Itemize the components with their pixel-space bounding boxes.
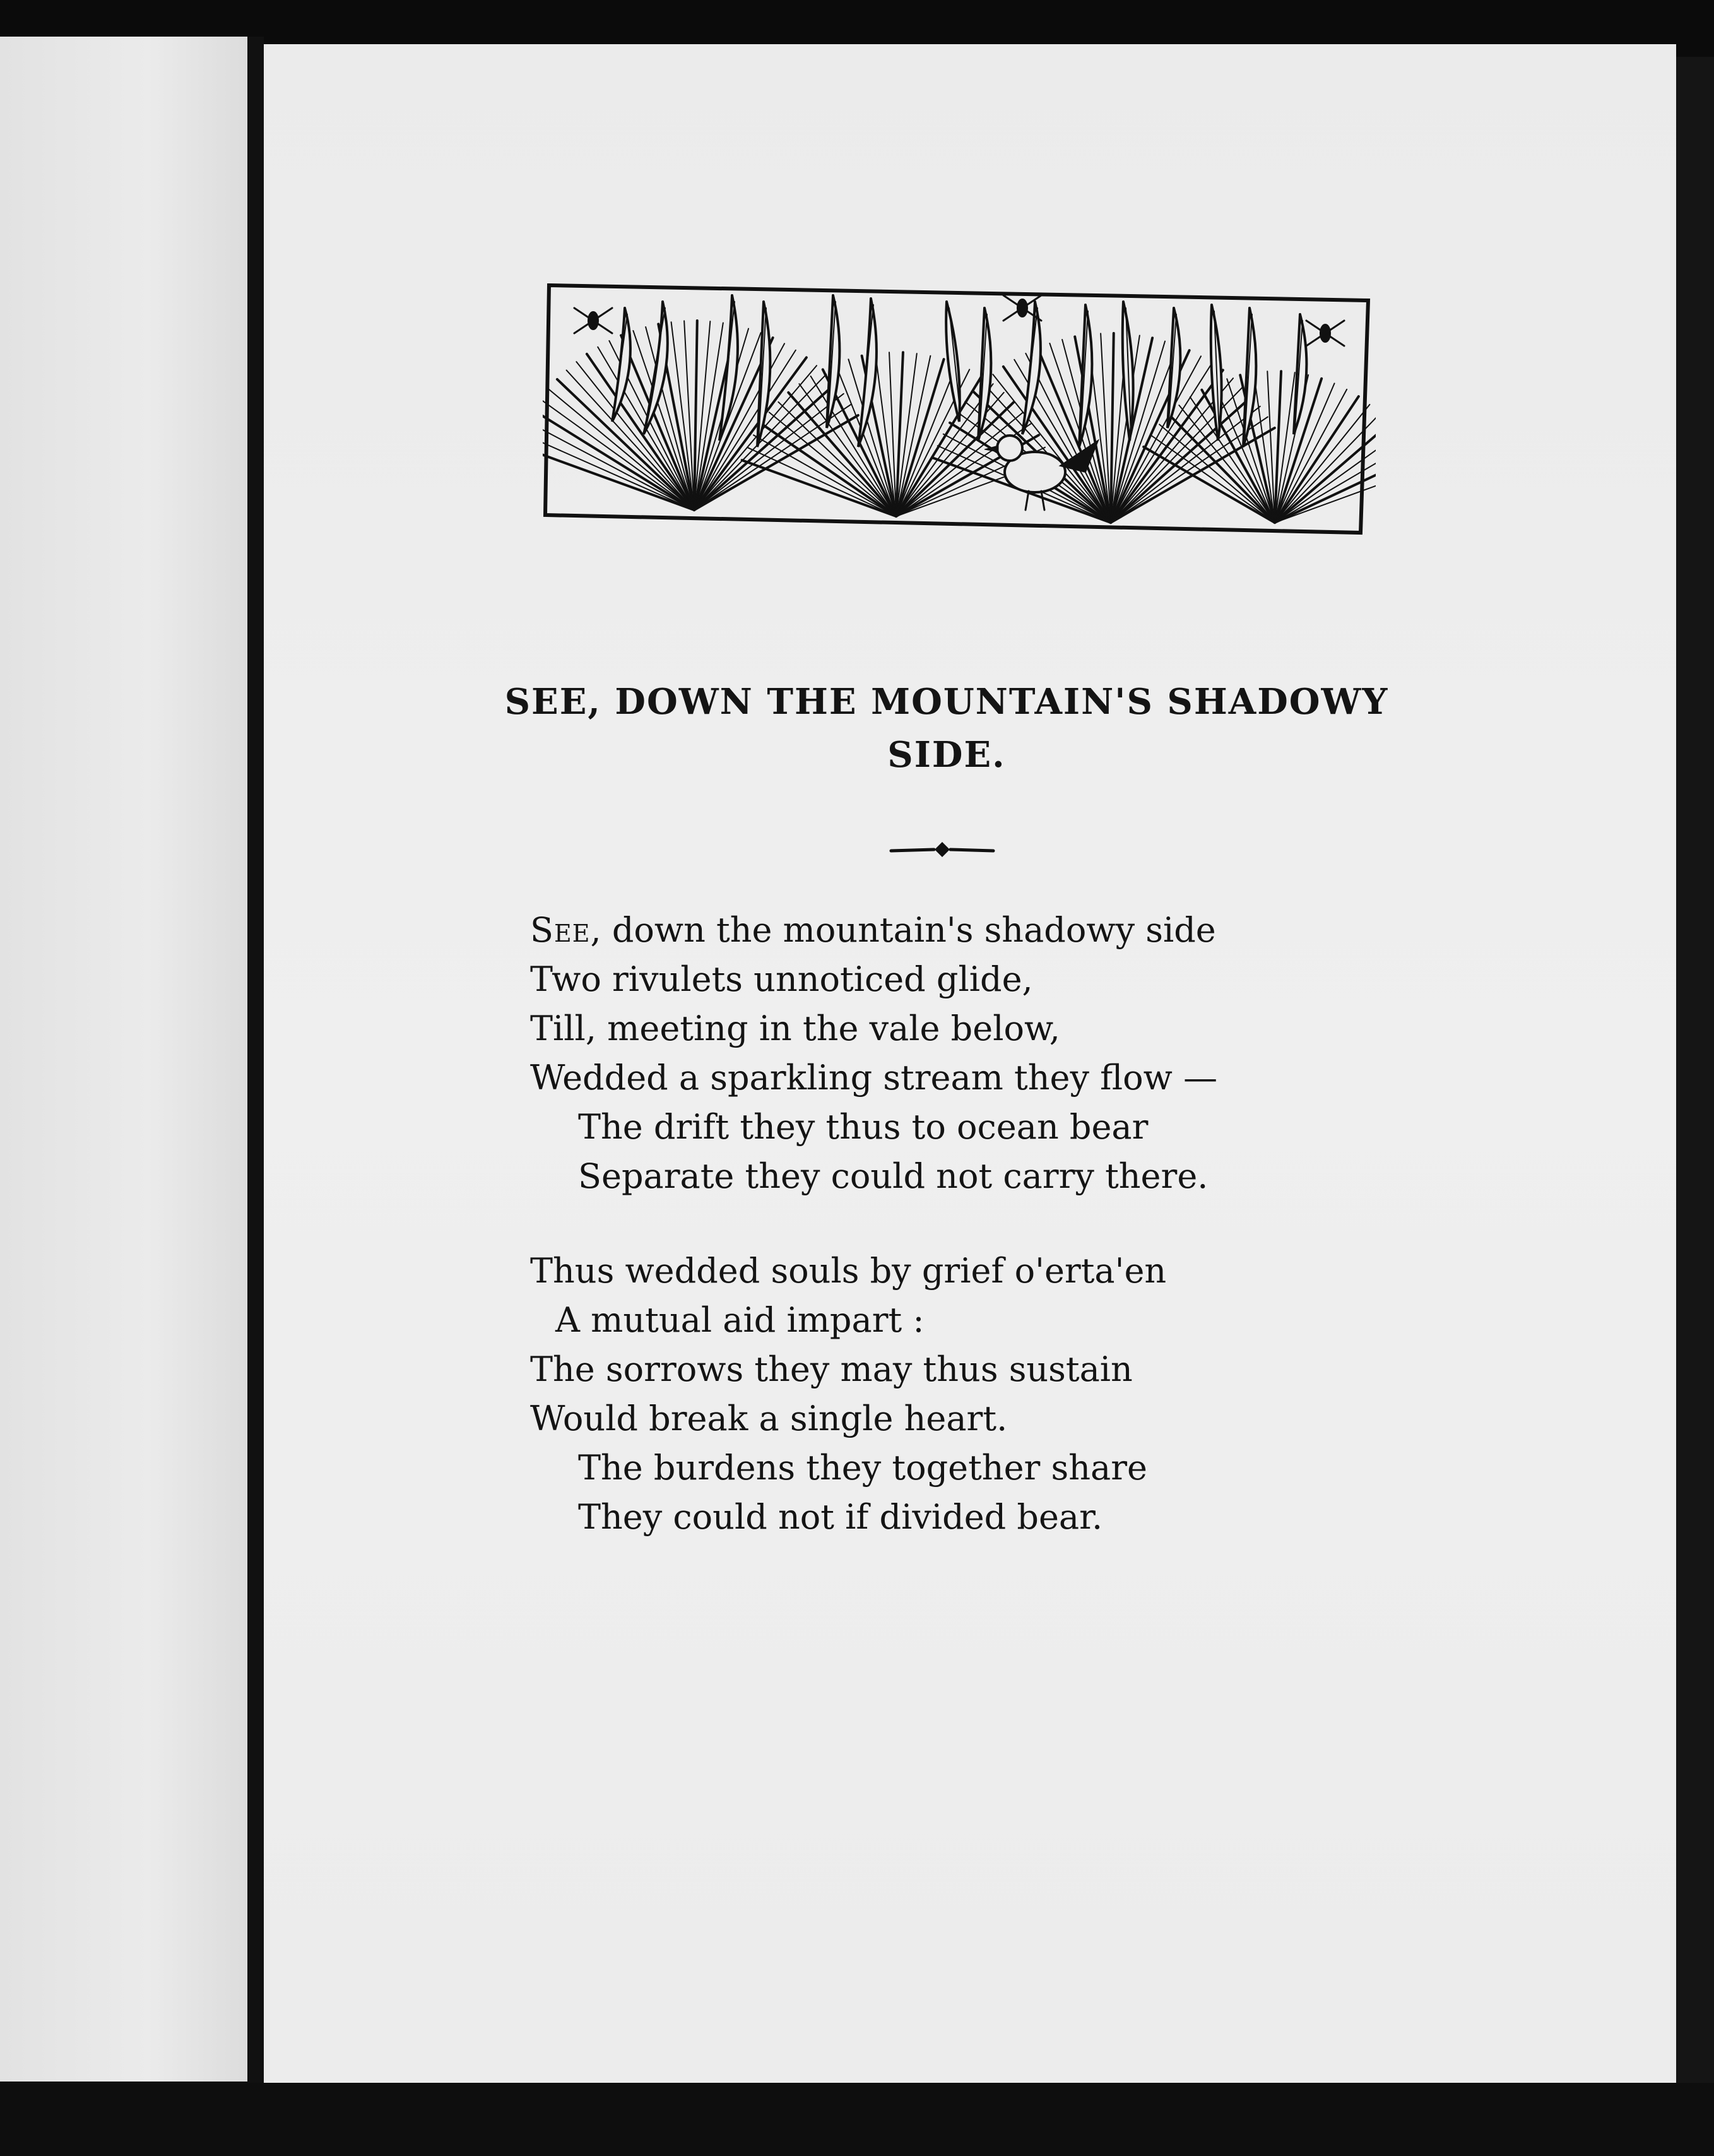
- diamond-rule-icon: [889, 832, 996, 870]
- left-page-edge: [0, 37, 247, 2082]
- poem-line: [530, 906, 1351, 955]
- book-spine: [247, 37, 264, 2132]
- palm-fronds-bird-woodcut-icon: [543, 283, 1376, 535]
- stanza-1: [530, 906, 1351, 1201]
- right-edge-shadow: [1676, 57, 1714, 2156]
- bottom-shadow: [0, 2083, 1714, 2156]
- poem-line: Would break a single heart.: [530, 1399, 1008, 1438]
- poem-body: [530, 906, 1351, 1587]
- poem-line: The sorrows they may thus sustain: [530, 1349, 1133, 1389]
- poem-line: Separate they could not carry there.: [578, 1156, 1209, 1196]
- poem-line: Till, meeting in the vale below,: [530, 1009, 1060, 1048]
- stanza-2: [530, 1247, 1351, 1542]
- title-line-1: SEE, DOWN THE MOUNTAIN'S SHADOWY: [504, 681, 1389, 723]
- poem-line: The burdens they together share: [578, 1448, 1147, 1488]
- poem-line: Thus wedded souls by grief o'erta'en: [530, 1251, 1167, 1291]
- line-text: , down the mountain's shadowy side: [590, 910, 1216, 950]
- poem-line: Two rivulets unnoticed glide,: [530, 959, 1033, 999]
- poem-title: [391, 675, 1502, 781]
- poem-line: The drift they thus to ocean bear: [578, 1107, 1149, 1147]
- drop-word: See: [530, 910, 591, 950]
- poem-line: Wedded a sparkling stream they flow —: [530, 1058, 1218, 1098]
- poem-line: A mutual aid impart :: [555, 1300, 925, 1340]
- poem-line: They could not if divided bear.: [578, 1497, 1103, 1537]
- title-line-2: SIDE.: [887, 734, 1006, 776]
